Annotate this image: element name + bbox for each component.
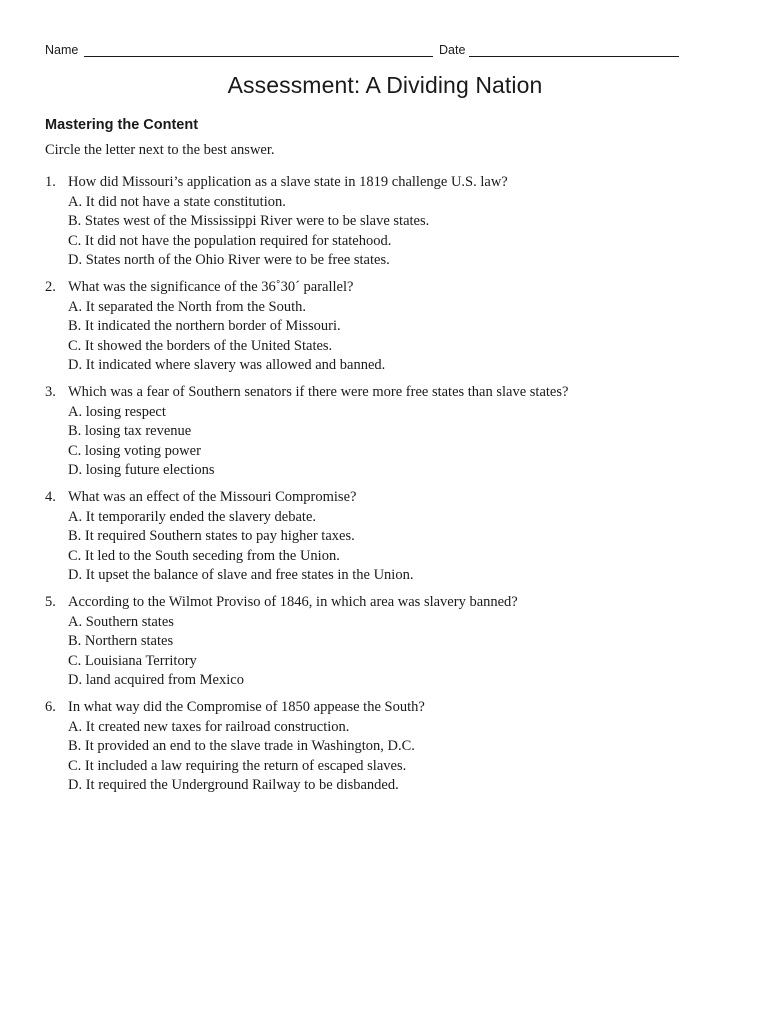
name-field-line	[84, 56, 433, 57]
question-number: 2.	[45, 279, 56, 295]
date-field-line	[469, 56, 679, 57]
answer-choice: B. It indicated the northern border of Missouri.	[68, 318, 341, 334]
question-number: 5.	[45, 594, 56, 610]
answer-choice: D. land acquired from Mexico	[68, 672, 244, 688]
page-title: Assessment: A Dividing Nation	[227, 72, 543, 98]
question-item	[45, 593, 735, 691]
question-number: 3.	[45, 384, 56, 400]
question-item	[45, 383, 735, 481]
name-date-header	[45, 43, 685, 61]
question-text: According to the Wilmot Proviso of 1846, in which area was slavery banned?	[68, 594, 518, 610]
answer-choice: A. It separated the North from the South.	[68, 298, 306, 315]
question-stem	[45, 278, 735, 298]
answer-choice: C. Louisiana Territory	[68, 652, 197, 669]
answer-choice: B. It provided an end to the slave trade in Washington, D.C.	[68, 738, 415, 754]
answer-choice: A. It temporarily ended the slavery debate.	[68, 508, 317, 525]
answer-choice: D. States north of the Ohio River were to be free states.	[68, 252, 390, 268]
question-number: 6.	[45, 699, 56, 715]
question-item	[45, 278, 735, 376]
question-text: What was an effect of the Missouri Compromise?	[68, 489, 357, 505]
question-number: 1.	[45, 174, 56, 190]
question-stem	[45, 698, 735, 718]
question-item	[45, 698, 735, 796]
answer-choice: C. It did not have the population required for statehood.	[68, 232, 392, 249]
question-stem	[45, 593, 735, 613]
answer-choice: A. Southern states	[68, 613, 174, 630]
instructions: Circle the letter next to the best answer.	[45, 142, 275, 158]
answer-choice: B. States west of the Mississippi River were to be slave states.	[68, 213, 430, 229]
question-item	[45, 173, 735, 271]
question-item	[45, 488, 735, 586]
answer-choice: A. losing respect	[68, 403, 166, 420]
answer-choice: D. losing future elections	[68, 462, 215, 478]
answer-choice: D. It indicated where slavery was allowed and banned.	[68, 357, 386, 373]
question-stem	[45, 383, 735, 403]
answer-choice: B. Northern states	[68, 633, 174, 649]
question-text: How did Missouri’s application as a slave state in 1819 challenge U.S. law?	[68, 174, 508, 190]
question-text: What was the significance of the 36˚30´ parallel?	[68, 279, 354, 295]
answer-choice: D. It required the Underground Railway to be disbanded.	[68, 777, 399, 793]
question-number: 4.	[45, 489, 56, 505]
name-label: Name	[45, 43, 79, 57]
question-text: In what way did the Compromise of 1850 appease the South?	[68, 699, 425, 715]
answer-choice: C. It included a law requiring the return of escaped slaves.	[68, 757, 407, 774]
date-label: Date	[439, 43, 466, 57]
answer-choice: A. It created new taxes for railroad construction.	[68, 718, 350, 735]
question-text: Which was a fear of Southern senators if there were more free states than slave states?	[68, 384, 569, 400]
answer-choice: C. It led to the South seceding from the Union.	[68, 547, 340, 564]
section-heading: Mastering the Content	[45, 117, 199, 133]
question-list	[45, 173, 735, 803]
answer-choice: B. It required Southern states to pay higher taxes.	[68, 528, 355, 544]
answer-choice: C. losing voting power	[68, 442, 201, 459]
answer-choice: A. It did not have a state constitution.	[68, 193, 286, 210]
question-stem	[45, 488, 735, 508]
answer-choice: D. It upset the balance of slave and free states in the Union.	[68, 567, 414, 583]
answer-choice: C. It showed the borders of the United States.	[68, 337, 333, 354]
question-stem	[45, 173, 735, 193]
answer-choice: B. losing tax revenue	[68, 423, 192, 439]
